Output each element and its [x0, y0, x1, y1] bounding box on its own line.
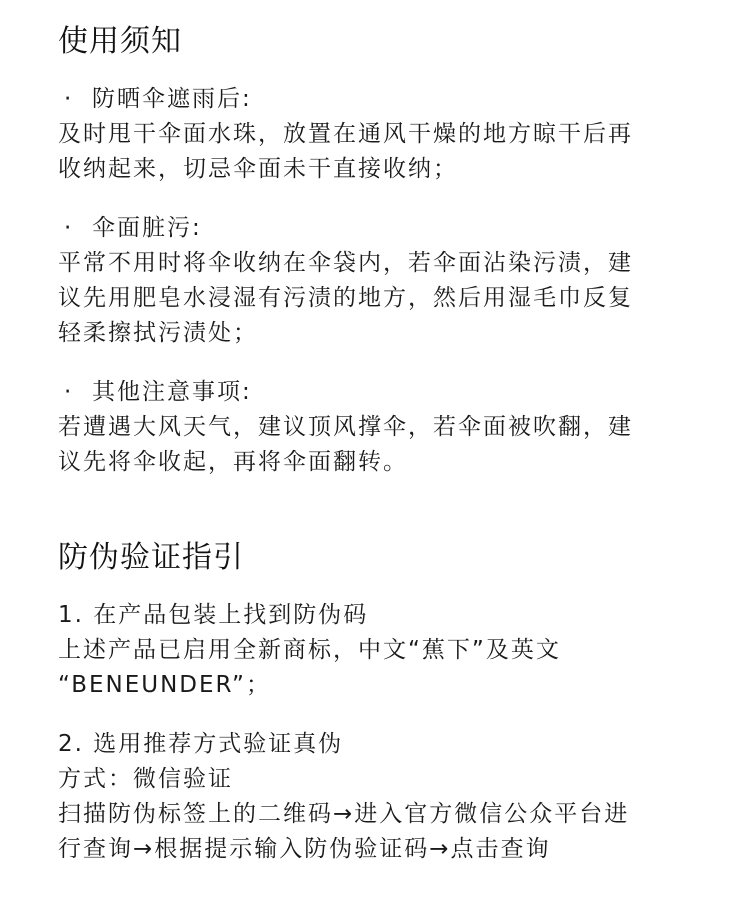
care-item-text: 平常不用时将伞收纳在伞袋内，若伞面沾染污渍，建 — [58, 250, 633, 276]
care-item-text: 议先用肥皂水浸湿有污渍的地方，然后用湿毛巾反复 — [58, 285, 633, 311]
bullet-dot-icon: · — [64, 86, 72, 112]
bullet-dot-icon: · — [64, 215, 72, 241]
care-item-other — [58, 375, 698, 480]
care-item-heading: 伞面脏污: — [92, 215, 202, 241]
care-item-heading: 防晒伞遮雨后: — [92, 86, 252, 112]
verify-step-text: 行查询→根据提示输入防伪验证码→点击查询 — [58, 836, 551, 862]
care-item-text: 议先将伞收起，再将伞面翻转。 — [58, 449, 408, 475]
verify-step-text: 扫描防伪标签上的二维码→进入官方微信公众平台进 — [58, 801, 630, 827]
verify-step-2 — [58, 727, 698, 867]
verify-step-heading: 1. 在产品包装上找到防伪码 — [58, 602, 369, 628]
care-item-text: 若遭遇大风天气，建议顶风撑伞，若伞面被吹翻，建 — [58, 414, 633, 440]
care-item-heading: 其他注意事项: — [92, 379, 252, 405]
care-item-heading-row — [58, 211, 698, 246]
care-item-dirty — [58, 211, 698, 351]
verify-step-text: 上述产品已启用全新商标，中文“蕉下”及英文 — [58, 637, 561, 663]
care-item-rain — [58, 82, 698, 187]
instructions-page — [58, 22, 698, 867]
care-item-text: 轻柔擦拭污渍处； — [58, 320, 258, 346]
verify-step-text: “BENEUNDER”； — [58, 672, 271, 698]
care-item-heading-row — [58, 82, 698, 117]
care-item-text: 及时甩干伞面水珠，放置在通风干燥的地方晾干后再 — [58, 121, 633, 147]
care-item-text: 收纳起来，切忌伞面未干直接收纳； — [58, 156, 458, 182]
bullet-dot-icon: · — [64, 379, 72, 405]
usage-notice-title: 使用须知 — [58, 24, 182, 59]
care-item-heading-row — [58, 375, 698, 410]
verify-step-heading: 2. 选用推荐方式验证真伪 — [58, 731, 344, 757]
verify-step-1 — [58, 598, 698, 703]
anti-counterfeit-title: 防伪验证指引 — [58, 540, 244, 575]
verify-step-text: 方式：微信验证 — [58, 766, 233, 792]
